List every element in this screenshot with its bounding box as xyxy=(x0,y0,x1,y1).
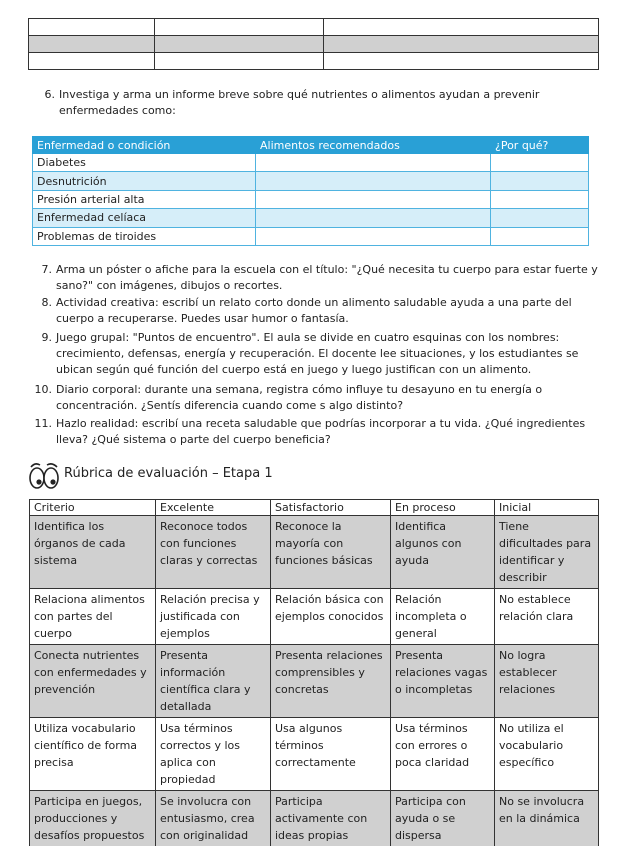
rubric-cell: Relaciona alimentos con partes del cuerpo xyxy=(30,589,156,645)
rubric-cell: No se involucra en la dinámica xyxy=(495,791,599,846)
table-header-row xyxy=(33,137,589,154)
list-item-6 xyxy=(33,87,603,121)
rubric-cell: Usa algunos términos correctamente xyxy=(271,718,391,791)
item-number: 9. xyxy=(41,331,52,344)
table-row xyxy=(29,36,599,53)
column-header: Criterio xyxy=(30,500,156,516)
column-header: Enfermedad o condición xyxy=(33,137,256,154)
table-row xyxy=(30,718,599,791)
rubric-cell: Participa con ayuda o se dispersa xyxy=(391,791,495,846)
item-text-line: enfermedades como: xyxy=(59,104,176,117)
item-number: 11. xyxy=(34,417,52,430)
item-text-line: Juego grupal: "Puntos de encuentro". El aula se divide en cuatro esquinas con los nombres: xyxy=(56,331,560,344)
top-empty-table xyxy=(28,18,599,70)
item-text-line: Hazlo realidad: escribí una receta saludable que podrías incorporar a tu vida. ¿Qué ingredientes xyxy=(56,417,586,430)
rubric-cell: No establece relación clara xyxy=(495,589,599,645)
column-header: Excelente xyxy=(156,500,271,516)
list-item-7 xyxy=(30,262,610,296)
condition-cell: Presión arterial alta xyxy=(33,190,256,208)
table-row xyxy=(33,154,589,172)
item-text-line: crecimiento, defensas, energía y recuperación. El docente lee situaciones, y los estudiantes se xyxy=(56,347,579,360)
rubric-cell: Identifica los órganos de cada sistema xyxy=(30,516,156,589)
rubric-cell: Participa en juegos, producciones y desafíos propuestos xyxy=(30,791,156,846)
rubric-cell: No logra establecer relaciones xyxy=(495,645,599,718)
table-row xyxy=(30,516,599,589)
rubric-cell: Relación precisa y justificada con ejemplos xyxy=(156,589,271,645)
item-text-line: cuerpo a recuperarse. Puedes usar humor o fantasía. xyxy=(56,312,349,325)
item-text-line: Actividad creativa: escribí un relato corto donde un alimento saludable ayuda a una parte del xyxy=(56,296,572,309)
item-number: 7. xyxy=(41,263,52,276)
item-text-line: lleva? ¿Qué sistema o parte del cuerpo beneficia? xyxy=(56,433,331,446)
rubric-title: Rúbrica de evaluación – Etapa 1 xyxy=(64,466,273,481)
item-text-line: concentración. ¿Sentís diferencia cuando come s algo distinto? xyxy=(56,399,404,412)
rubric-cell: Utiliza vocabulario científico de forma precisa xyxy=(30,718,156,791)
list-item-8 xyxy=(30,295,610,329)
condition-cell: Enfermedad celíaca xyxy=(33,209,256,227)
table-row xyxy=(30,589,599,645)
list-item-9 xyxy=(30,330,610,380)
rubric-cell: Se involucra con entusiasmo, crea con originalidad xyxy=(156,791,271,846)
column-header: Inicial xyxy=(495,500,599,516)
list-item-10 xyxy=(30,382,610,416)
column-header: Alimentos recomendados xyxy=(256,137,491,154)
table-row xyxy=(29,53,599,70)
rubric-cell: Relación incompleta o general xyxy=(391,589,495,645)
item-text-line: sano?" con imágenes, dibujos o recortes. xyxy=(56,279,283,292)
item-text-line: Arma un póster o afiche para la escuela con el título: "¿Qué necesita tu cuerpo para estar fuerte y xyxy=(56,263,598,276)
rubric-table xyxy=(29,499,599,846)
condition-cell: Problemas de tiroides xyxy=(33,227,256,245)
eyes-icon xyxy=(27,461,61,491)
table-row xyxy=(33,227,589,245)
rubric-cell: Presenta relaciones comprensibles y concretas xyxy=(271,645,391,718)
rubric-cell: Usa términos con errores o poca claridad xyxy=(391,718,495,791)
list-item-11 xyxy=(30,416,610,450)
rubric-cell: Identifica algunos con ayuda xyxy=(391,516,495,589)
rubric-cell: Reconoce todos con funciones claras y correctas xyxy=(156,516,271,589)
rubric-cell: No utiliza el vocabulario específico xyxy=(495,718,599,791)
item-text-line: ubican según qué función del cuerpo está en juego y luego justifican con un alimento. xyxy=(56,363,532,376)
item-number: 10. xyxy=(34,383,52,396)
table-row xyxy=(33,209,589,227)
table-header-row xyxy=(30,500,599,516)
table-row xyxy=(30,791,599,846)
rubric-cell: Reconoce la mayoría con funciones básicas xyxy=(271,516,391,589)
rubric-cell: Presenta relaciones vagas o incompletas xyxy=(391,645,495,718)
rubric-cell: Tiene dificultades para identificar y describir xyxy=(495,516,599,589)
rubric-cell: Relación básica con ejemplos conocidos xyxy=(271,589,391,645)
nutrients-table xyxy=(32,136,589,246)
rubric-cell: Presenta información científica clara y detallada xyxy=(156,645,271,718)
rubric-cell: Conecta nutrientes con enfermedades y prevención xyxy=(30,645,156,718)
table-row xyxy=(33,172,589,190)
item-number: 6. xyxy=(44,88,55,101)
column-header: En proceso xyxy=(391,500,495,516)
table-row xyxy=(29,19,599,36)
column-header: ¿Por qué? xyxy=(491,137,589,154)
column-header: Satisfactorio xyxy=(271,500,391,516)
item-text-line: Diario corporal: durante una semana, registra cómo influye tu desayuno en tu energía o xyxy=(56,383,543,396)
item-text-line: Investiga y arma un informe breve sobre qué nutrientes o alimentos ayudan a prevenir xyxy=(59,88,540,101)
condition-cell: Desnutrición xyxy=(33,172,256,190)
rubric-cell: Usa términos correctos y los aplica con propiedad xyxy=(156,718,271,791)
condition-cell: Diabetes xyxy=(33,154,256,172)
table-row xyxy=(30,645,599,718)
table-row xyxy=(33,190,589,208)
item-number: 8. xyxy=(41,296,52,309)
rubric-cell: Participa activamente con ideas propias xyxy=(271,791,391,846)
